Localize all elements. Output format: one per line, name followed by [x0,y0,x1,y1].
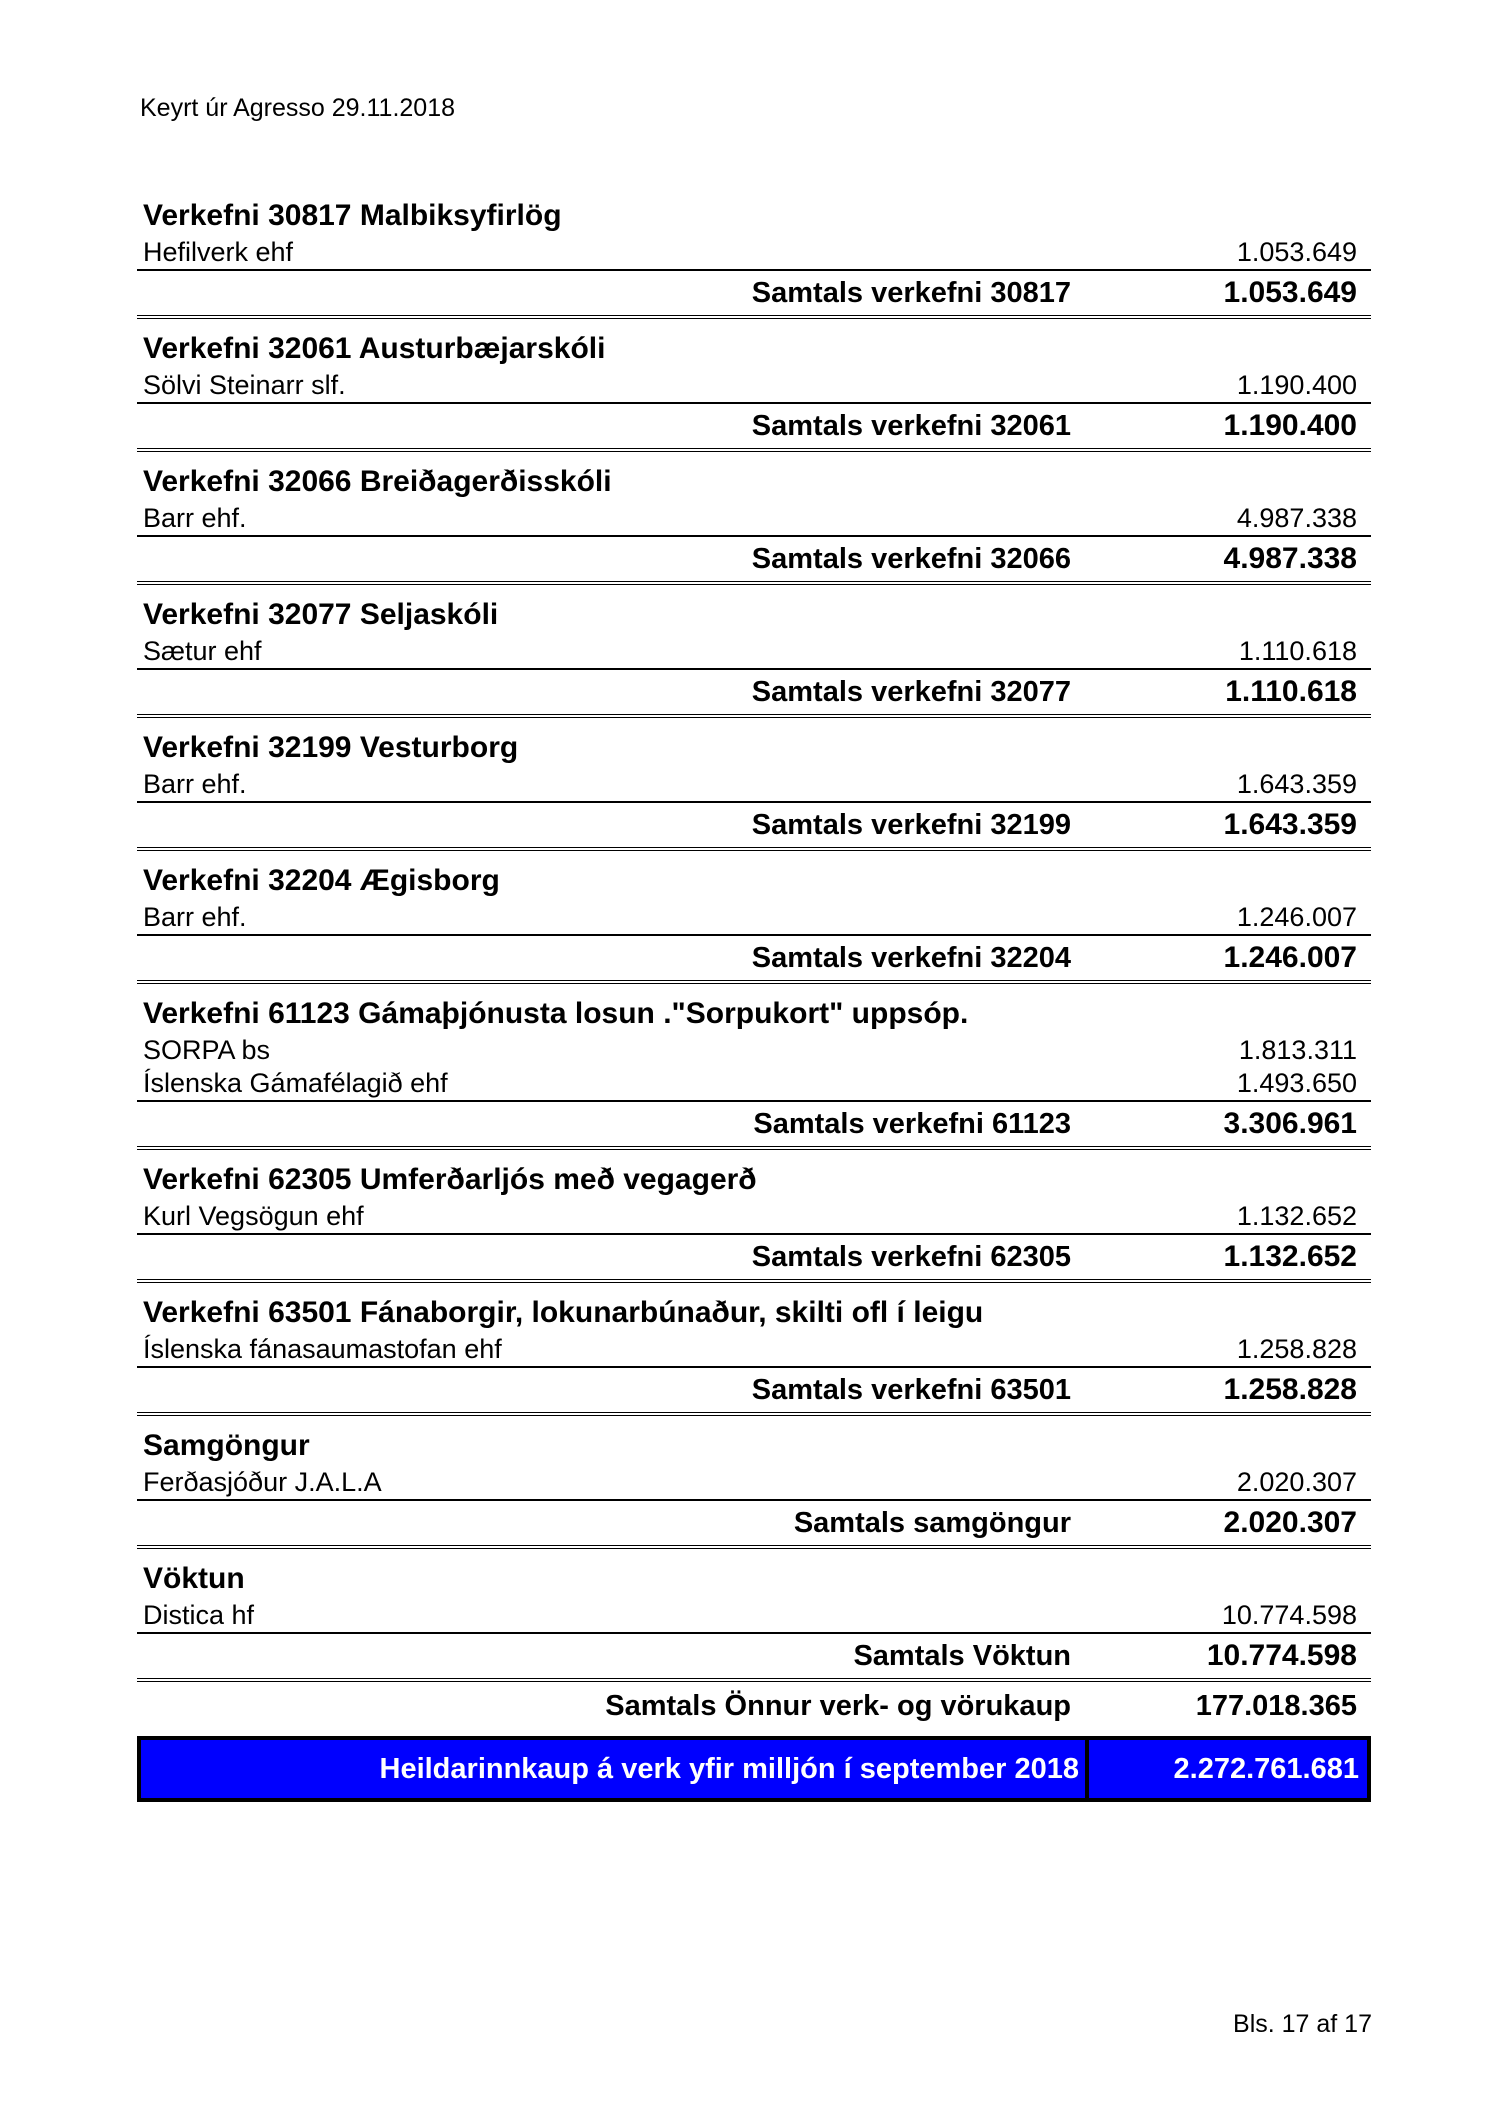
vendor-row [137,1200,1371,1233]
project-section [137,861,1371,984]
vendor-name: Ferðasjóður J.A.L.A [143,1467,382,1497]
project-section [137,196,1371,319]
project-total-value: 1.132.652 [1223,1240,1357,1273]
vendor-name: Distica hf [143,1600,255,1630]
project-total-row [137,535,1371,585]
project-total-value: 1.053.649 [1223,276,1357,309]
vendor-amount: 1.258.828 [1236,1334,1357,1364]
vendor-amount: 1.053.649 [1236,237,1357,267]
vendor-amount: 1.246.007 [1236,902,1357,932]
category-total-row [137,1499,1371,1549]
project-title: Verkefni 32066 Breiðagerðisskóli [143,465,612,498]
grand-total-label: Heildarinnkaup á verk yfir milljón í september 2018 [141,1740,1089,1798]
project-section [137,462,1371,585]
vendor-name: Barr ehf. [143,503,247,533]
vendor-amount: 10.774.598 [1221,1600,1357,1630]
project-total-label: Samtals verkefni 32066 [751,543,1071,575]
vendor-row [137,635,1371,668]
project-total-row [137,402,1371,452]
vendor-name: Sætur ehf [143,636,262,666]
category-title: Vöktun [143,1562,245,1595]
grand-total-banner [137,1736,1371,1802]
project-title: Verkefni 32061 Austurbæjarskóli [143,332,606,365]
other-purchases-total-label: Samtals Önnur verk- og vörukaup [605,1690,1071,1722]
project-total-row [137,1233,1371,1283]
vendor-row [137,369,1371,402]
category-total-value: 2.020.307 [1223,1506,1357,1539]
project-section [137,728,1371,851]
project-total-row [137,668,1371,718]
project-section [137,1293,1371,1416]
vendor-amount: 2.020.307 [1236,1467,1357,1497]
vendor-name: Sölvi Steinarr slf. [143,370,346,400]
vendor-row [137,1466,1371,1499]
project-total-label: Samtals verkefni 32061 [751,410,1071,442]
category-title: Samgöngur [143,1429,310,1462]
project-title: Verkefni 32077 Seljaskóli [143,598,499,631]
project-total-value: 1.190.400 [1223,409,1357,442]
vendor-name: Kurl Vegsögun ehf [143,1201,364,1231]
vendor-amount: 1.813.311 [1238,1035,1357,1065]
grand-total-value: 2.272.761.681 [1173,1753,1359,1785]
project-section [137,329,1371,452]
project-total-row [137,1100,1371,1150]
other-purchases-total-row [137,1684,1371,1728]
vendor-row [137,1067,1371,1100]
vendor-row [137,236,1371,269]
project-title: Verkefni 62305 Umferðarljós með vegagerð [143,1163,757,1196]
project-total-label: Samtals verkefni 32204 [751,942,1071,974]
vendor-row [137,1599,1371,1632]
category-section [137,1559,1371,1682]
project-total-label: Samtals verkefni 32199 [751,809,1071,841]
project-total-value: 3.306.961 [1223,1107,1357,1140]
vendor-amount: 1.110.618 [1238,636,1357,666]
vendor-amount: 1.493.650 [1236,1068,1357,1098]
page-number: Bls. 17 af 17 [1233,2010,1372,2038]
project-total-row [137,1366,1371,1416]
vendor-amount: 1.190.400 [1236,370,1357,400]
report-source-note: Keyrt úr Agresso 29.11.2018 [140,94,456,122]
vendor-name: Hefilverk ehf [143,237,294,267]
project-total-label: Samtals verkefni 30817 [751,277,1071,309]
cost-report-table [137,196,1371,1802]
vendor-row [137,768,1371,801]
vendor-amount: 4.987.338 [1236,503,1357,533]
category-section [137,1426,1371,1549]
project-total-value: 4.987.338 [1223,542,1357,575]
category-total-label: Samtals samgöngur [793,1507,1071,1539]
project-total-row [137,934,1371,984]
project-total-row [137,269,1371,319]
category-total-label: Samtals Vöktun [853,1640,1071,1672]
project-total-row [137,801,1371,851]
project-total-label: Samtals verkefni 61123 [753,1108,1071,1140]
vendor-row [137,901,1371,934]
vendor-amount: 1.132.652 [1236,1201,1357,1231]
other-purchases-total-value: 177.018.365 [1195,1690,1357,1722]
project-total-label: Samtals verkefni 63501 [751,1374,1071,1406]
project-total-value: 1.246.007 [1223,941,1357,974]
vendor-name: Íslenska Gámafélagið ehf [143,1068,448,1098]
project-total-value: 1.258.828 [1223,1373,1357,1406]
project-section [137,1160,1371,1283]
project-total-label: Samtals verkefni 62305 [751,1241,1071,1273]
vendor-name: Barr ehf. [143,769,247,799]
project-title: Verkefni 63501 Fánaborgir, lokunarbúnaður, skilti ofl í leigu [143,1296,984,1329]
vendor-row [137,1333,1371,1366]
project-title: Verkefni 32199 Vesturborg [143,731,519,764]
project-title: Verkefni 32204 Ægisborg [143,864,500,897]
vendor-row [137,1034,1371,1067]
project-title: Verkefni 30817 Malbiksyfirlög [143,199,562,232]
project-total-label: Samtals verkefni 32077 [751,676,1071,708]
category-total-row [137,1632,1371,1682]
vendor-name: Barr ehf. [143,902,247,932]
project-section [137,595,1371,718]
category-total-value: 10.774.598 [1206,1639,1357,1672]
project-title: Verkefni 61123 Gámaþjónusta losun ."Sorpukort" uppsóp. [143,997,969,1030]
vendor-name: Íslenska fánasaumastofan ehf [143,1334,502,1364]
vendor-row [137,502,1371,535]
vendor-amount: 1.643.359 [1236,769,1357,799]
project-total-value: 1.110.618 [1225,675,1357,708]
project-section [137,994,1371,1150]
project-total-value: 1.643.359 [1223,808,1357,841]
vendor-name: SORPA bs [143,1035,271,1065]
